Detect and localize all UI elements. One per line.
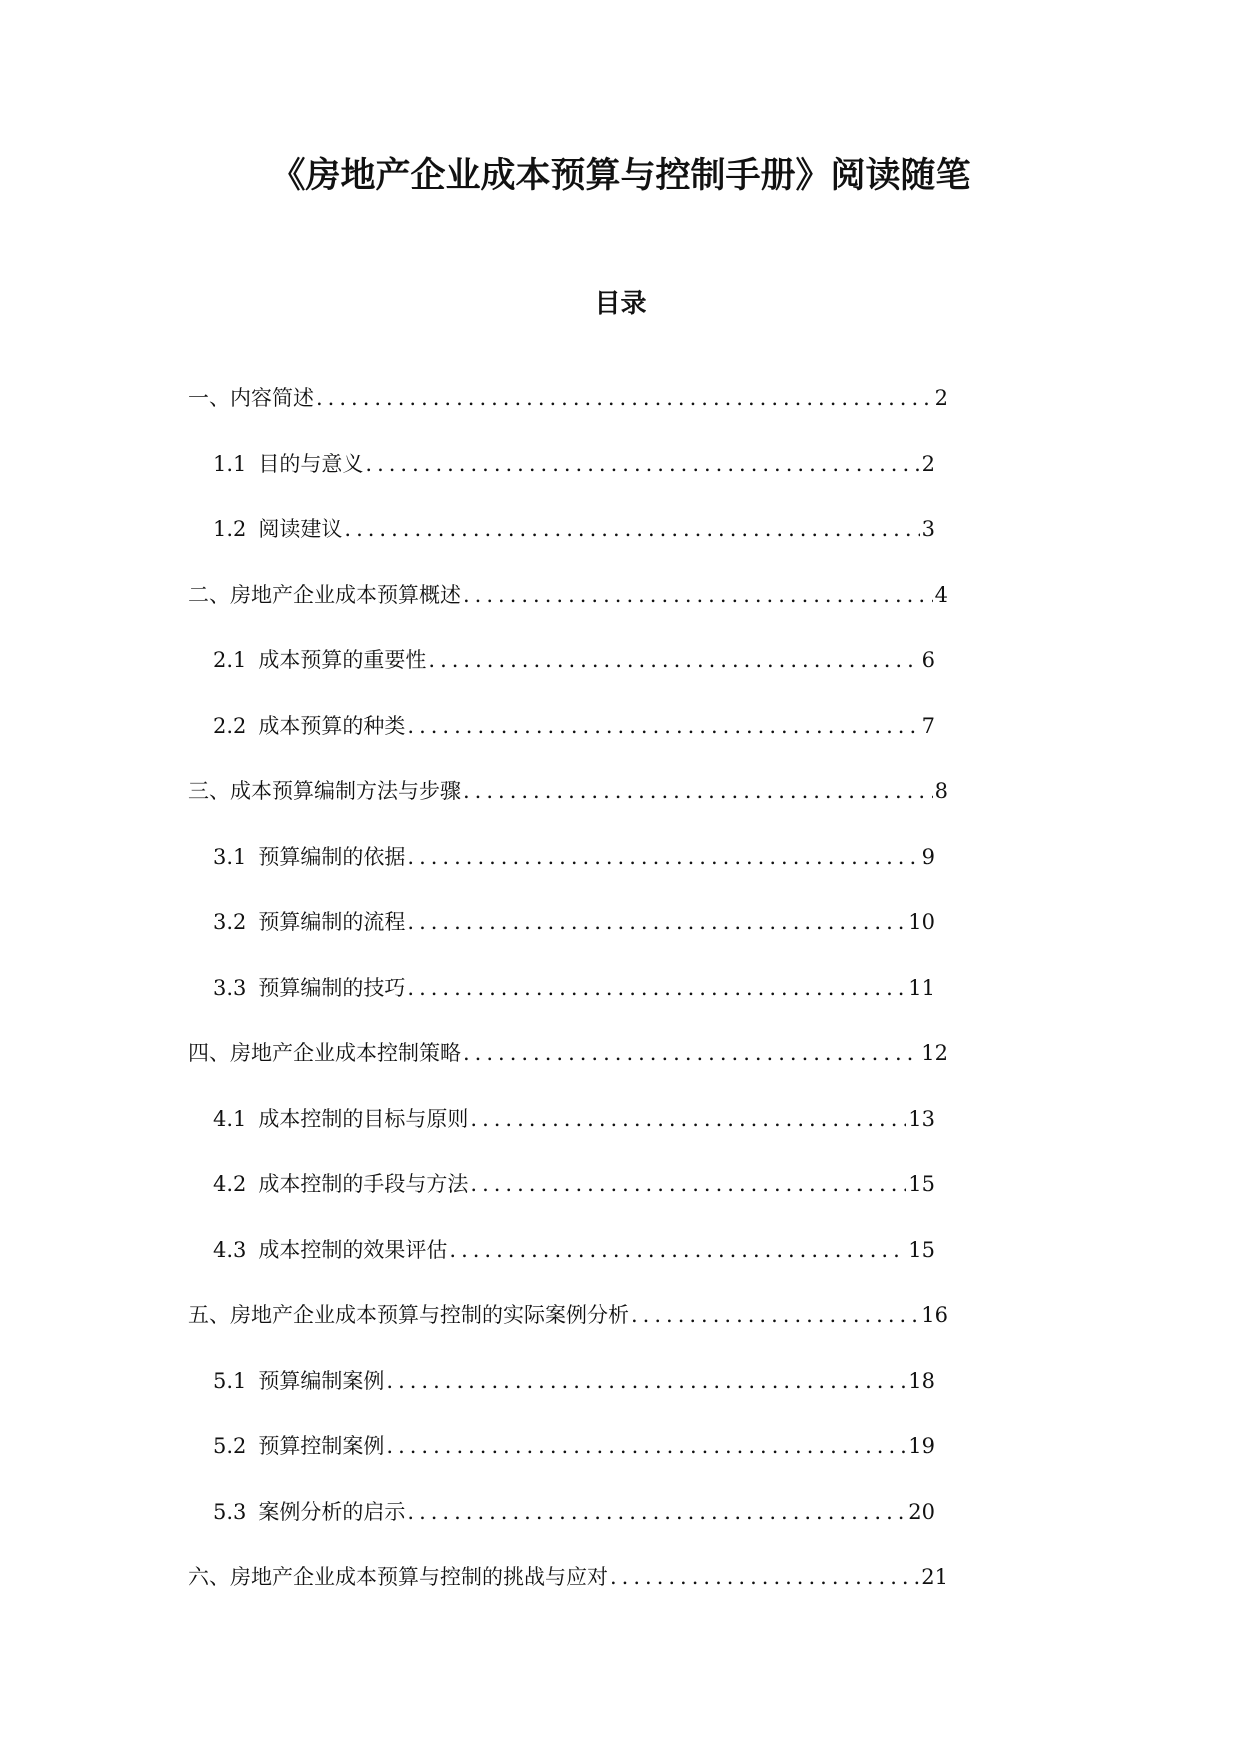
toc-leader-dots	[463, 776, 933, 806]
toc-section-number: 3.3	[213, 975, 247, 1000]
toc-page-number: 10	[908, 910, 935, 934]
toc-entry-5-2[interactable]	[0, 1431, 1241, 1497]
toc-entry-4-1[interactable]	[0, 1104, 1241, 1170]
toc-page-number: 12	[921, 1041, 948, 1065]
toc-page-number: 19	[908, 1434, 935, 1458]
toc-section-number: 5.3	[213, 1499, 247, 1524]
toc-entry-2-2[interactable]	[0, 711, 1241, 777]
toc-entry-text: 成本预算的重要性	[258, 648, 427, 672]
toc-page-number: 9	[921, 844, 935, 869]
toc-entry-text: 预算编制的流程	[258, 910, 406, 934]
toc-entry-text: 预算编制的技巧	[258, 975, 406, 1000]
toc-leader-dots	[344, 514, 919, 544]
toc-page-number: 4	[934, 582, 948, 607]
toc-entry-3-3[interactable]	[0, 973, 1241, 1039]
toc-leader-dots	[610, 1562, 919, 1592]
toc-section-number: 4.2	[213, 1172, 247, 1196]
toc-entry-text: 一、内容简述	[188, 386, 314, 410]
toc-leader-dots	[386, 1366, 906, 1396]
toc-leader-dots	[470, 1169, 906, 1199]
toc-page-number: 13	[908, 1106, 935, 1131]
toc-section-number: 5.1	[213, 1368, 247, 1393]
toc-entry-2[interactable]	[0, 580, 1241, 646]
toc-leader-dots	[470, 1104, 906, 1134]
toc-entry-1[interactable]	[0, 383, 1241, 449]
toc-section-number: 1.2	[213, 517, 247, 541]
toc-leader-dots	[428, 645, 919, 675]
toc-leader-dots	[407, 973, 906, 1003]
toc-page-number: 15	[908, 1237, 935, 1262]
document-title: 《房地产企业成本预算与控制手册》阅读随笔	[270, 156, 971, 196]
toc-entry-text: 二、房地产企业成本预算概述	[188, 582, 461, 607]
toc-page-number: 3	[921, 517, 935, 541]
toc-leader-dots	[407, 1497, 906, 1527]
toc-entry-4[interactable]	[0, 1038, 1241, 1104]
toc-leader-dots	[365, 449, 919, 479]
toc-leader-dots	[386, 1431, 906, 1461]
toc-entry-4-3[interactable]	[0, 1235, 1241, 1301]
toc-entry-text: 三、成本预算编制方法与步骤	[188, 779, 461, 803]
toc-page-number: 7	[921, 713, 935, 738]
toc-entry-5[interactable]	[0, 1300, 1241, 1366]
toc-leader-dots	[463, 580, 933, 610]
toc-page-number: 6	[921, 648, 935, 672]
toc-entry-text: 成本控制的效果评估	[258, 1237, 448, 1262]
toc-entry-1-1[interactable]	[0, 449, 1241, 515]
toc-section-number: 4.1	[213, 1106, 247, 1131]
toc-leader-dots	[631, 1300, 919, 1330]
toc-page-number: 20	[908, 1499, 935, 1524]
toc-leader-dots	[449, 1235, 906, 1265]
toc-entry-2-1[interactable]	[0, 645, 1241, 711]
toc-page-number: 8	[934, 779, 948, 803]
toc-entry-3-2[interactable]	[0, 907, 1241, 973]
toc-entry-text: 四、房地产企业成本控制策略	[188, 1041, 461, 1065]
toc-section-number: 3.1	[213, 844, 247, 869]
toc-entry-text: 预算编制的依据	[258, 844, 406, 869]
toc-section-number: 1.1	[213, 451, 247, 476]
toc-leader-dots	[407, 907, 906, 937]
toc-leader-dots	[407, 711, 919, 741]
toc-page-number: 15	[908, 1172, 935, 1196]
toc-entry-text: 六、房地产企业成本预算与控制的挑战与应对	[188, 1565, 608, 1589]
toc-page-number: 2	[921, 451, 935, 476]
toc-entry-text: 成本控制的手段与方法	[258, 1172, 469, 1196]
toc-heading: 目录	[594, 289, 647, 319]
toc-section-number: 5.2	[213, 1434, 247, 1458]
toc-section-number: 2.1	[213, 648, 247, 672]
toc-entry-text: 案例分析的启示	[258, 1499, 406, 1524]
toc-section-number: 3.2	[213, 910, 247, 934]
toc-page-number: 18	[908, 1368, 935, 1393]
toc-section-number: 4.3	[213, 1237, 247, 1262]
toc-entry-text: 预算编制案例	[258, 1368, 385, 1393]
toc-leader-dots	[316, 383, 933, 413]
toc-entry-5-3[interactable]	[0, 1497, 1241, 1563]
toc-page-number: 21	[921, 1565, 948, 1589]
toc-section-number: 2.2	[213, 713, 247, 738]
toc-entry-1-2[interactable]	[0, 514, 1241, 580]
toc-entry-3-1[interactable]	[0, 842, 1241, 908]
toc-entry-text: 目的与意义	[258, 451, 364, 476]
toc-entry-text: 成本控制的目标与原则	[258, 1106, 469, 1131]
toc-entry-3[interactable]	[0, 776, 1241, 842]
toc-entry-text: 阅读建议	[258, 517, 343, 541]
toc-entry-6[interactable]	[0, 1562, 1241, 1628]
toc-leader-dots	[407, 842, 919, 872]
toc-entry-4-2[interactable]	[0, 1169, 1241, 1235]
toc-entry-text: 五、房地产企业成本预算与控制的实际案例分析	[188, 1303, 629, 1327]
toc-page-number: 11	[908, 975, 935, 1000]
toc-page-number: 16	[921, 1303, 948, 1327]
toc-page-number: 2	[934, 386, 948, 410]
toc-leader-dots	[463, 1038, 919, 1068]
toc-entry-text: 成本预算的种类	[258, 713, 406, 738]
toc-entry-text: 预算控制案例	[258, 1434, 385, 1458]
toc-entry-5-1[interactable]	[0, 1366, 1241, 1432]
table-of-contents	[0, 383, 1241, 1628]
